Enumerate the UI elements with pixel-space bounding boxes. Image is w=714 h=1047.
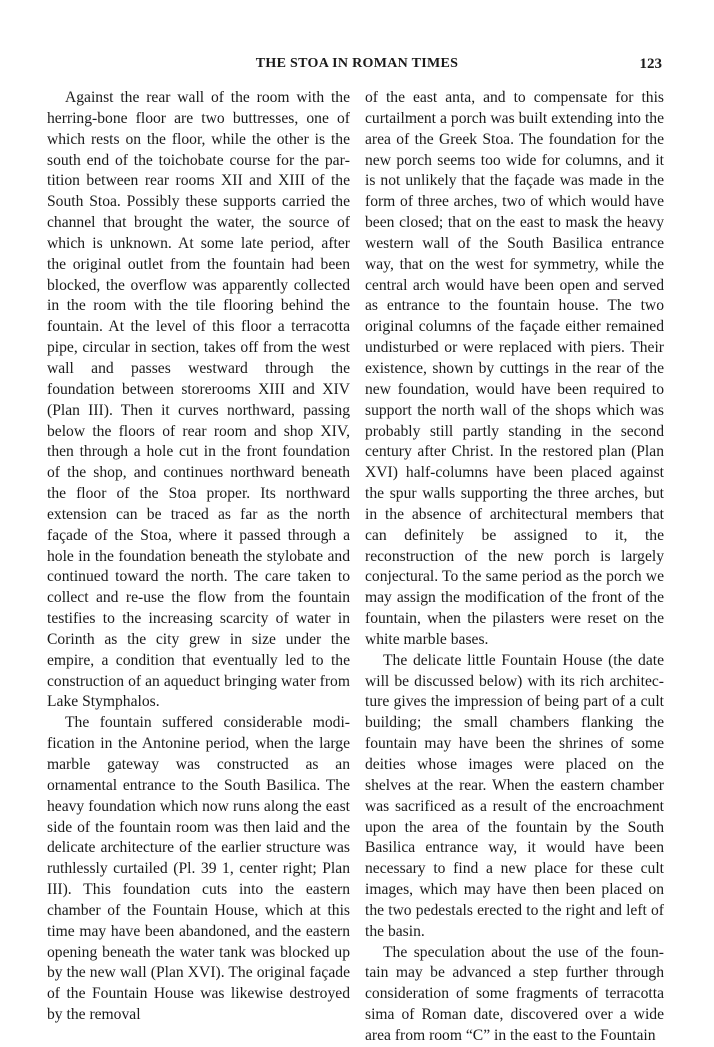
page-number: 123 [639,56,662,72]
left-column [47,88,350,1026]
right-column [365,88,664,1047]
paragraph-cult-building: The delicate little Fountain House (the date will be discussed below) with its rich architecture gives the impression of being part of a cult building; the small chambers flanking the fountain may have been the shrines of some deities whose images were placed on the shelves at the rear. When the eastern chamber was sacrificed as a result of the encroachment upon the area of the fountain by the South Basilica entrance way, it would have been necessary to find a new place for these cult images, which may have then been placed on the two pedestals erected to the right and left of the basin. [365,651,664,940]
paragraph-porch-continued: of the east anta, and to compensate for this curtailment a porch was built extending into the area of the Greek Stoa. The foundation for the new porch seems too wide for columns, and it is not unlikely that the façade was made in the form of three arches, two of which would have been closed; that on the east to mask the heavy western wall of the South Basilica entrance way, that on the west for symmetry, while the central arch would have been open and served as entrance to the fountain house. The two original columns of the façade either remained undisturbed or were replaced with piers. Their existence, shown by cuttings in the rear of the new foundation, would have been required to support the north wall of the shops which was probably still partly standing in the second century after Christ. In the restored plan (Plan XVI) half-columns have been placed against the spur walls supporting the three arches, but in the absence of architectural members that can definitely be assigned to it, the reconstruction of the new porch is largely conjectural. To the same period as the porch we may assign the modification of the front of the fountain, when the pilasters were reset on the white marble bases. [365,89,664,648]
running-head: THE STOA IN ROMAN TIMES [255,56,459,71]
paragraph-antonine-modification: The fountain suffered considerable modification in the Antonine period, when the large marble gateway was constructed as an ornamental entrance to the South Basilica. The heavy foundation which now runs along the east side of the fountain room was then laid and the delicate architecture of the earlier structure was ruthlessly curtailed (Pl. 39 1, center right; Plan III). This foundation cuts into the eastern chamber of the Fountain House, which at this time may have been abandoned, and the eastern opening beneath the water tank was blocked up by the new wall (Plan XVI). The original façade of the Fountain House was likewise destroyed by the removal [47,714,350,1024]
paragraph-terracotta-sima: The speculation about the use of the fountain may be advanced a step further through consideration of some fragments of terracotta sima of Roman date, discovered over a wide area from room “C” in the east to the Fountain [365,943,664,1044]
page-header [0,56,714,80]
paragraph-pipe-channel: Against the rear wall of the room with the herring-bone floor are two buttresses, one of which rests on the floor, while the other is the south end of the toichobate course for the partition between rear rooms XII and XIII of the South Stoa. Possibly these supports carried the channel that brought the water, the source of which is unknown. At some late period, after the original outlet from the fountain had been blocked, the overflow was apparently collected in the room with the tile flooring behind the fountain. At the level of this floor a terracotta pipe, circular in section, takes off from the west wall and passes westward through the foundation between storerooms XIII and XIV (Plan III). Then it curves northward, passing below the floors of rear room and shop XIV, then through a hole cut in the front foundation of the shop, and continues northward beneath the floor of the Stoa proper. Its northward extension can be traced as far as the north façade of the Stoa, where it passed through a hole in the foundation beneath the stylobate and continued toward the north. The care taken to collect and re-use the flow from the fountain testifies to the increasing scarcity of water in Corinth as the city grew in size under the empire, a condition that eventually led to the construction of an aqueduct bringing water from Lake Stymphalos. [47,89,350,711]
